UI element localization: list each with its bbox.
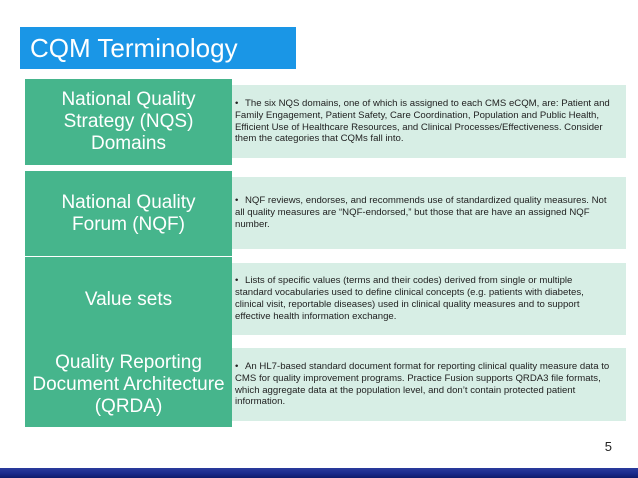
title-bar [20,27,296,69]
term-label: National Quality Strategy (NQS) Domains [61,89,196,154]
term-box-value-sets [25,257,232,342]
term-label: Quality Reporting Document Architecture (QRDA) [32,351,225,417]
description-text: An HL7-based standard document format for reporting clinical quality measure data to CMS for quality improvement programs. Practice Fusion supports QRDA3 file formats, which aggregate data at the population level, and don’t contain protected patient information. [235,360,610,408]
slide-title: CQM Terminology [30,33,238,63]
term-box-nqs [25,79,232,165]
term-label: National Quality Forum (NQF) [61,191,196,235]
bullet-icon: • [235,360,239,372]
page-number: 5 [604,439,612,454]
bullet-icon: • [235,275,239,287]
description-box-qrda [221,348,626,421]
term-box-nqf [25,171,232,256]
bullet-icon: • [235,97,239,109]
term-label: Value sets [84,288,173,310]
description-box-nqf [221,177,626,249]
description-text: Lists of specific values (terms and their codes) derived from single or multiple standard vocabularies used to define clinical concepts (e.g. patients with diabetes, clinical visit, reportable diseases) used in clinical quality measures and to support effective health information exchange. [235,275,584,322]
bottom-band [0,468,638,478]
description-text: The six NQS domains, one of which is assigned to each CMS eCQM, are: Patient and Family Engagement, Patient Safety, Care Coordination, Population and Public Health, Efficient Use of Healthcare Resources, and Clinical Processes/Effectiveness. Consider them the categories that CQMs fall into. [235,97,610,145]
description-text: NQF reviews, endorses, and recommends use of standardized quality measures. Not all quality measures are “NQF-endorsed,” but those that are have an assigned NQF number. [235,195,607,230]
bullet-icon: • [235,195,239,207]
description-box-value-sets [221,263,626,335]
description-box-nqs [221,85,626,158]
term-box-qrda [25,342,232,427]
